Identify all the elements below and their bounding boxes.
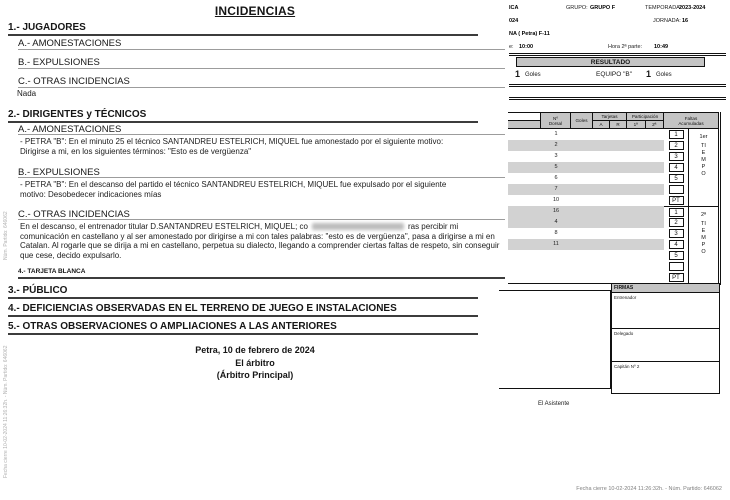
tiempo-1-number: 1er (699, 134, 708, 140)
hora2-value: 10:49 (654, 44, 669, 50)
section-otras-observaciones: 5.- OTRAS OBSERVACIONES O AMPLIACIONES A LAS ANTERIORES (8, 321, 337, 332)
goles-a-label: Goles (525, 72, 541, 78)
faltas-box: 3 (669, 152, 684, 161)
hora1-label: e: (509, 44, 514, 50)
participacion-label: Participación (627, 113, 663, 121)
section-rule (8, 34, 478, 36)
table-header (508, 112, 718, 129)
table-row (508, 250, 664, 261)
redacted-text (312, 223, 404, 230)
subsection-otras-2: C.- OTRAS INCIDENCIAS (18, 209, 130, 220)
primer-tiempo-label (689, 129, 718, 206)
double-rule (509, 84, 726, 87)
table-right-border (718, 112, 721, 285)
signoff-arbitro: El árbitro (235, 357, 275, 368)
firma-delegado (612, 329, 719, 362)
firma-capitan (612, 362, 719, 393)
jornada-label: JORNADA: (653, 18, 681, 24)
col-faltas-header: Faltas Acumuladas (664, 113, 718, 128)
tarjetas-label: Tarjetas (593, 113, 626, 121)
amonestacion-text: - PETRA "B": En el minuto 25 el técnico SANTANDREU ESTELRICH, MIQUEL fue amonestado por el siguiente motivo: Dirigirse a mi, en los siguientes términos: "Esto es de vergüenza" (20, 137, 444, 156)
faltas-cell (664, 206, 688, 217)
margin-watermark-bottom: Fecha cierre 10-02-2024 11:26:32h. - Núm. Partido: 646062 (3, 345, 9, 478)
sub-rule (18, 219, 505, 220)
capitan-label: Capitán Nº 2 (614, 364, 640, 369)
table-row (508, 129, 664, 140)
table-row (508, 184, 664, 195)
dorsal-number: 16 (552, 208, 560, 214)
hora2-label: Hora 2ª parte: (608, 44, 643, 50)
subsection-otras-1: C.- OTRAS INCIDENCIAS (18, 76, 130, 87)
subsection-expulsiones-2: B.- EXPULSIONES (18, 167, 100, 178)
firma-entrenador (612, 293, 719, 329)
tiempo-2-number: 2ª (700, 212, 707, 218)
faltas-cell (664, 272, 688, 283)
faltas-box: 5 (669, 251, 684, 260)
jornada-value: 16 (682, 18, 689, 24)
faltas-box: 5 (669, 174, 684, 183)
dorsal-number: 6 (554, 175, 558, 181)
table-row (508, 217, 664, 228)
dorsal-number: 1 (554, 131, 558, 137)
section-publico: 3.- PÚBLICO (8, 285, 68, 296)
dorsal-number: 3 (554, 153, 558, 159)
section-dirigentes: 2.- DIRIGENTES y TÉCNICOS (8, 109, 147, 120)
section-rule (8, 333, 478, 335)
sub-rule (18, 68, 505, 69)
names-top-cell (508, 113, 540, 121)
otras-incidencias-text: Nada (17, 89, 37, 98)
faltas-cell (664, 250, 688, 261)
section-tarjeta-blanca: 4.- TARJETA BLANCA (18, 268, 86, 275)
table-body (508, 129, 718, 284)
otras-text-part1: En el descanso, el entrenador titular D.SANTANDREU ESTELRICH, MIQUEL; co (20, 222, 308, 231)
dorsal-number: 8 (554, 230, 558, 236)
signoff-place-date: Petra, 10 de febrero de 2024 (195, 345, 315, 355)
tarjetas-r-label: R (609, 121, 626, 128)
table-row (508, 272, 664, 283)
table-row (508, 195, 664, 206)
faltas-box: 2 (669, 141, 684, 150)
tiempo-column (688, 129, 718, 283)
goles-b-value: 1 (646, 69, 652, 79)
faltas-cell (664, 173, 688, 184)
faltas-box: PT (669, 273, 684, 282)
tarjetas-a-label: A (599, 122, 603, 127)
margin-watermark-top: Núm. Partido: 646062 (3, 211, 9, 260)
col-goles-header: Goles (571, 113, 593, 128)
names-bottom-cell (508, 121, 540, 128)
table-row (508, 162, 664, 173)
table-row (508, 151, 664, 162)
faltas-box: 1 (669, 208, 684, 217)
participacion-1-label: 1ª (633, 122, 638, 127)
header-num: 024 (509, 18, 519, 24)
faltas-box (669, 262, 684, 271)
faltas-cell (664, 195, 688, 206)
faltas-cell (664, 129, 688, 140)
table-row (508, 239, 664, 250)
player-rows (508, 129, 664, 283)
section-rule (8, 315, 478, 317)
section-rule (8, 297, 478, 299)
faltas-cell (664, 261, 688, 272)
sub-rule (18, 134, 505, 135)
subsection-expulsiones-1: B.- EXPULSIONES (18, 57, 100, 68)
header-ica: ICA (509, 5, 519, 11)
faltas-column (664, 129, 688, 283)
otras-text-part2: ras percibir mi comunicación en castellano y al ser amonestado por dirigirse a mi con tales palabras: "esto es de vergüenza", pasa a dirigirse a mi en Catalan. Al rogarle que se dirija a mi en castellano, perpetua su dialecto, llegando a comprender ciertas faltas de respeto, sin conseguir que cese, decido expulsarlo. (20, 222, 500, 260)
faltas-cell (664, 140, 688, 151)
double-rule (509, 97, 726, 100)
equipo-name: NA ( Petra) F-11 (509, 31, 550, 37)
observations-box (499, 290, 611, 389)
col-tarjetas-header (593, 113, 627, 128)
faltas-box: 1 (669, 130, 684, 139)
asistente-label: El Asistente (538, 401, 570, 407)
dorsal-number: 4 (554, 219, 558, 225)
page-title: INCIDENCIAS (214, 4, 296, 18)
footer-info: Fecha cierre 10-02-2024 11:26:32h. - Núm. Partido: 646062 (576, 486, 722, 492)
expulsion-text: - PETRA "B": En el descanso del partido el técnico SANTANDREU ESTELRICH, MIQUEL fue expulsado por el siguiente motivo: Desobedecer indicaciones mías (20, 180, 447, 199)
grupo-label: GRUPO: (566, 5, 588, 11)
table-row (508, 261, 664, 272)
faltas-cell (664, 239, 688, 250)
faltas-cell (664, 217, 688, 228)
faltas-box: 2 (669, 218, 684, 227)
table-row (508, 206, 664, 217)
table-row (508, 228, 664, 239)
tiempo-2-word: TIEMPO (701, 221, 706, 255)
entrenador-label: Entrenador (614, 295, 637, 300)
col-dorsal-header: Nº Dorsal (541, 113, 571, 128)
temporada-value: 2023-2024 (679, 5, 706, 11)
subsection-amonestaciones-1: A.- AMONESTACIONES (18, 38, 122, 49)
section-rule (18, 277, 505, 279)
faltas-box: 4 (669, 240, 684, 249)
players-table (508, 112, 718, 284)
hora1-value: 10:00 (519, 44, 534, 50)
firmas-header: FIRMAS (612, 284, 719, 293)
dorsal-number: 10 (552, 197, 560, 203)
section-rule (8, 121, 478, 123)
double-rule (509, 53, 726, 56)
faltas-cell (664, 162, 688, 173)
dorsal-number: 7 (554, 186, 558, 192)
signoff-arbitro-principal: (Árbitro Principal) (216, 370, 294, 380)
sub-rule (18, 177, 505, 178)
delegado-label: Delegado (614, 331, 634, 336)
tiempo-1-word: TIEMPO (701, 143, 706, 177)
firmas-box (611, 283, 720, 394)
section-jugadores: 1.- JUGADORES (8, 22, 86, 33)
faltas-box: PT (669, 196, 684, 205)
otras-incidencias-2-text (20, 222, 502, 260)
dorsal-number: 5 (554, 164, 558, 170)
faltas-box: 4 (669, 163, 684, 172)
signoff-block (105, 344, 405, 382)
goles-b-label: Goles (656, 72, 672, 78)
goles-a-value: 1 (515, 69, 521, 79)
faltas-cell (664, 228, 688, 239)
segundo-tiempo-label (689, 206, 718, 283)
sub-rule (18, 87, 505, 88)
section-deficiencias: 4.- DEFICIENCIAS OBSERVADAS EN EL TERRENO DE JUEGO E INSTALACIONES (8, 303, 397, 314)
table-row (508, 140, 664, 151)
col-names-header (508, 113, 541, 128)
equipo-b-label: EQUIPO "B" (596, 71, 633, 78)
dorsal-number: 2 (554, 142, 558, 148)
subsection-amonestaciones-2: A.- AMONESTACIONES (18, 124, 122, 135)
faltas-cell (664, 151, 688, 162)
faltas-box (669, 185, 684, 194)
resultado-header: RESULTADO (516, 57, 705, 67)
grupo-value: GRUPO F (590, 5, 616, 11)
participacion-2-label: 2ª (645, 121, 664, 128)
faltas-box: 3 (669, 229, 684, 238)
temporada-label: TEMPORADA: (645, 5, 682, 11)
col-participacion-header (627, 113, 664, 128)
faltas-cell (664, 184, 688, 195)
table-row (508, 173, 664, 184)
sub-rule (18, 49, 505, 50)
dorsal-number: 11 (553, 241, 559, 247)
